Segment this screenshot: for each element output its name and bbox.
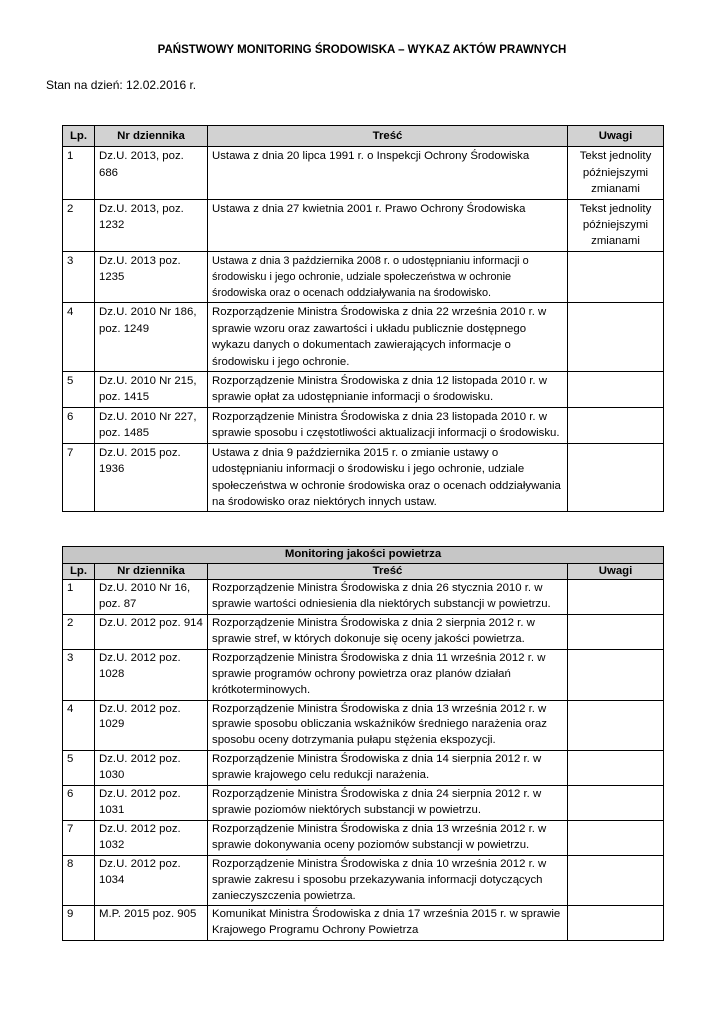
cell-nr: Dz.U. 2013, poz. 1232 — [95, 199, 208, 251]
cell-lp: 5 — [63, 372, 95, 408]
cell-nr: Dz.U. 2013 poz. 1235 — [95, 251, 208, 303]
cell-uwagi — [568, 906, 664, 941]
table-row — [63, 751, 664, 786]
cell-lp: 7 — [63, 820, 95, 855]
header-uwagi: Uwagi — [568, 126, 664, 147]
cell-lp: 4 — [63, 700, 95, 751]
section-title: Monitoring jakości powietrza — [63, 547, 664, 564]
cell-tresc: Komunikat Ministra Środowiska z dnia 17 września 2015 r. w sprawie Krajowego Programu Ochrony Powietrza — [208, 906, 568, 941]
cell-nr: Dz.U. 2012 poz. 1031 — [95, 786, 208, 821]
cell-uwagi — [568, 855, 664, 906]
header-tresc: Treść — [208, 126, 568, 147]
header-nr-dziennika: Nr dziennika — [95, 563, 208, 580]
cell-uwagi — [568, 751, 664, 786]
cell-lp: 9 — [63, 906, 95, 941]
table-row — [63, 580, 664, 615]
cell-tresc: Rozporządzenie Ministra Środowiska z dnia 13 września 2012 r. w sprawie sposobu obliczania wskaźników średniego narażenia oraz sposobu oceny dotrzymania pułapu stężenia ekspozycji. — [208, 700, 568, 751]
cell-nr: Dz.U. 2010 Nr 227, poz. 1485 — [95, 407, 208, 443]
cell-uwagi — [568, 786, 664, 821]
table-row — [63, 615, 664, 650]
cell-tresc: Rozporządzenie Ministra Środowiska z dnia 13 września 2012 r. w sprawie dokonywania oceny poziomów substancji w powietrzu. — [208, 820, 568, 855]
table-header-row — [63, 126, 664, 147]
cell-nr: Dz.U. 2012 poz. 1030 — [95, 751, 208, 786]
table-row — [63, 820, 664, 855]
cell-lp: 2 — [63, 199, 95, 251]
header-uwagi: Uwagi — [568, 563, 664, 580]
section-title-row — [63, 547, 664, 564]
cell-lp: 5 — [63, 751, 95, 786]
cell-tresc: Rozporządzenie Ministra Środowiska z dnia 22 września 2010 r. w sprawie wzoru oraz zawartości i układu publicznie dostępnego wykazu danych o dokumentach zawierających informacje o środowisku i jego ochronie. — [208, 303, 568, 372]
cell-uwagi — [568, 372, 664, 408]
legal-acts-table — [62, 125, 664, 512]
cell-tresc: Rozporządzenie Ministra Środowiska z dnia 11 września 2012 r. w sprawie programów ochrony powietrza oraz planów działań krótkoterminowych. — [208, 649, 568, 700]
document-title: PAŃSTWOWY MONITORING ŚRODOWISKA – WYKAZ AKTÓW PRAWNYCH — [157, 44, 567, 56]
table-row — [63, 199, 664, 251]
cell-lp: 7 — [63, 443, 95, 512]
cell-uwagi — [568, 251, 664, 303]
table-row — [63, 372, 664, 408]
table-row — [63, 303, 664, 372]
cell-nr: Dz.U. 2012 poz. 1032 — [95, 820, 208, 855]
cell-nr: Dz.U. 2012 poz. 1034 — [95, 855, 208, 906]
header-lp: Lp. — [63, 126, 95, 147]
header-tresc: Treść — [208, 563, 568, 580]
header-lp: Lp. — [63, 563, 95, 580]
cell-lp: 8 — [63, 855, 95, 906]
cell-nr: Dz.U. 2010 Nr 16, poz. 87 — [95, 580, 208, 615]
cell-lp: 3 — [63, 251, 95, 303]
cell-uwagi — [568, 649, 664, 700]
cell-uwagi — [568, 580, 664, 615]
cell-lp: 3 — [63, 649, 95, 700]
cell-uwagi — [568, 700, 664, 751]
cell-nr: Dz.U. 2012 poz. 1029 — [95, 700, 208, 751]
table-header-row — [63, 563, 664, 580]
header-nr-dziennika: Nr dziennika — [95, 126, 208, 147]
cell-nr: Dz.U. 2015 poz. 1936 — [95, 443, 208, 512]
cell-lp: 6 — [63, 786, 95, 821]
cell-nr: Dz.U. 2012 poz. 914 — [95, 615, 208, 650]
cell-lp: 1 — [63, 580, 95, 615]
cell-lp: 1 — [63, 147, 95, 199]
air-quality-table — [62, 546, 664, 941]
cell-tresc: Rozporządzenie Ministra Środowiska z dnia 23 listopada 2010 r. w sprawie sposobu i częstotliwości aktualizacji informacji o środowisku. — [208, 407, 568, 443]
cell-uwagi — [568, 820, 664, 855]
table-row — [63, 443, 664, 512]
cell-uwagi — [568, 443, 664, 512]
cell-lp: 2 — [63, 615, 95, 650]
cell-nr: M.P. 2015 poz. 905 — [95, 906, 208, 941]
table-row — [63, 786, 664, 821]
cell-tresc: Ustawa z dnia 20 lipca 1991 r. o Inspekcji Ochrony Środowiska — [208, 147, 568, 199]
cell-tresc: Rozporządzenie Ministra Środowiska z dnia 24 sierpnia 2012 r. w sprawie poziomów niektórych substancji w powietrzu. — [208, 786, 568, 821]
table-row — [63, 649, 664, 700]
cell-tresc: Rozporządzenie Ministra Środowiska z dnia 26 stycznia 2010 r. w sprawie wartości odniesienia dla niektórych substancji w powietrzu. — [208, 580, 568, 615]
cell-lp: 6 — [63, 407, 95, 443]
table-row — [63, 700, 664, 751]
table-row — [63, 906, 664, 941]
cell-tresc: Ustawa z dnia 27 kwietnia 2001 r. Prawo Ochrony Środowiska — [208, 199, 568, 251]
table-row — [63, 855, 664, 906]
table-row — [63, 147, 664, 199]
cell-tresc: Rozporządzenie Ministra Środowiska z dnia 2 sierpnia 2012 r. w sprawie stref, w których dokonuje się oceny jakości powietrza. — [208, 615, 568, 650]
table-row — [63, 251, 664, 303]
cell-lp: 4 — [63, 303, 95, 372]
cell-uwagi — [568, 303, 664, 372]
table-row — [63, 407, 664, 443]
cell-uwagi: Tekst jednolity późniejszymi zmianami — [568, 147, 664, 199]
cell-tresc: Rozporządzenie Ministra Środowiska z dnia 10 września 2012 r. w sprawie zakresu i sposobu przekazywania informacji dotyczących zanieczyszczenia powietrza. — [208, 855, 568, 906]
cell-nr: Dz.U. 2012 poz. 1028 — [95, 649, 208, 700]
cell-tresc: Rozporządzenie Ministra Środowiska z dnia 14 sierpnia 2012 r. w sprawie krajowego celu redukcji narażenia. — [208, 751, 568, 786]
cell-tresc: Ustawa z dnia 9 października 2015 r. o zmianie ustawy o udostępnianiu informacji o środowisku i jego ochronie, udziale społeczeństwa w ochronie środowiska oraz o ocenach oddziaływania na środowisko oraz niektórych innych ustaw. — [208, 443, 568, 512]
cell-tresc: Ustawa z dnia 3 października 2008 r. o udostępnianiu informacji o środowisku i jego ochronie, udziale społeczeństwa w ochronie środowiska oraz o ocenach oddziaływania na środowisko. — [208, 251, 568, 303]
status-date: Stan na dzień: 12.02.2016 r. — [46, 78, 197, 92]
cell-nr: Dz.U. 2010 Nr 186, poz. 1249 — [95, 303, 208, 372]
cell-uwagi: Tekst jednolity późniejszymi zmianami — [568, 199, 664, 251]
cell-nr: Dz.U. 2013, poz. 686 — [95, 147, 208, 199]
cell-uwagi — [568, 407, 664, 443]
cell-uwagi — [568, 615, 664, 650]
cell-tresc: Rozporządzenie Ministra Środowiska z dnia 12 listopada 2010 r. w sprawie opłat za udostępnianie informacji o środowisku. — [208, 372, 568, 408]
cell-nr: Dz.U. 2010 Nr 215, poz. 1415 — [95, 372, 208, 408]
